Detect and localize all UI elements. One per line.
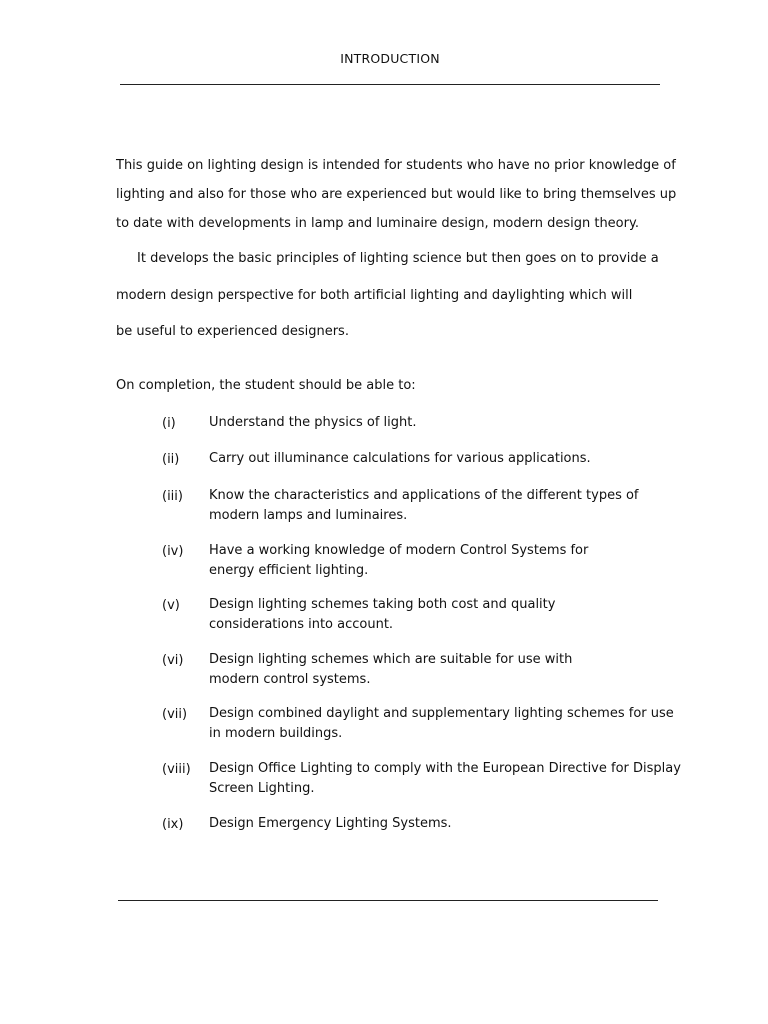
list-item-line: Understand the physics of light. [209,415,417,430]
list-item-line: Screen Lighting. [209,781,315,796]
list-item-line: Design lighting schemes which are suitable for use with [209,652,573,667]
list-item-number: (vi) [162,653,184,668]
list-item-text [209,541,588,581]
paragraph-2-line-2: modern design perspective for both artificial lighting and daylighting which will [116,288,633,303]
list-item-line: Design lighting schemes taking both cost and quality [209,597,556,612]
paragraph-2-line-1: It develops the basic principles of lighting science but then goes on to provide a [137,251,659,266]
list-item-number: (ix) [162,817,184,832]
list-item-line: Carry out illuminance calculations for various applications. [209,451,591,466]
list-item-text [209,413,417,433]
list-item-number: (viii) [162,762,191,777]
objectives-heading: On completion, the student should be able to: [116,378,416,393]
list-item-number: (iv) [162,544,184,559]
list-item-text [209,650,572,690]
paragraph-1-line-2: lighting and also for those who are experienced but would like to bring themselves up [116,187,677,202]
list-item-line: Know the characteristics and applications of the different types of [209,488,639,503]
list-item-number: (v) [162,598,180,613]
paragraph-2-line-3: be useful to experienced designers. [116,324,349,339]
list-item-text [209,449,591,469]
list-item-line: energy efficient lighting. [209,563,369,578]
list-item-line: Have a working knowledge of modern Control Systems for [209,543,589,558]
list-item-number: (i) [162,416,176,431]
paragraph-1-line-3: to date with developments in lamp and luminaire design, modern design theory. [116,216,639,231]
list-item-line: Design Emergency Lighting Systems. [209,816,452,831]
list-item-number: (vii) [162,707,188,722]
list-item-line: modern control systems. [209,672,371,687]
list-item-text [209,486,639,526]
list-item-number: (iii) [162,489,183,504]
list-item-text [209,704,674,744]
list-item-number: (ii) [162,452,180,467]
list-item-line: Design combined daylight and supplementary lighting schemes for use [209,706,674,721]
list-item-text [209,595,555,635]
bottom-divider [118,900,658,901]
list-item-text [209,814,452,834]
top-divider [120,84,660,85]
list-item-line: considerations into account. [209,617,394,632]
list-item-line: in modern buildings. [209,726,343,741]
paragraph-1-line-1: This guide on lighting design is intended for students who have no prior knowledge of [116,158,676,173]
page-title: INTRODUCTION [340,51,440,66]
list-item-line: modern lamps and luminaires. [209,508,408,523]
list-item-text [209,759,681,799]
list-item-line: Design Office Lighting to comply with the European Directive for Display [209,761,681,776]
